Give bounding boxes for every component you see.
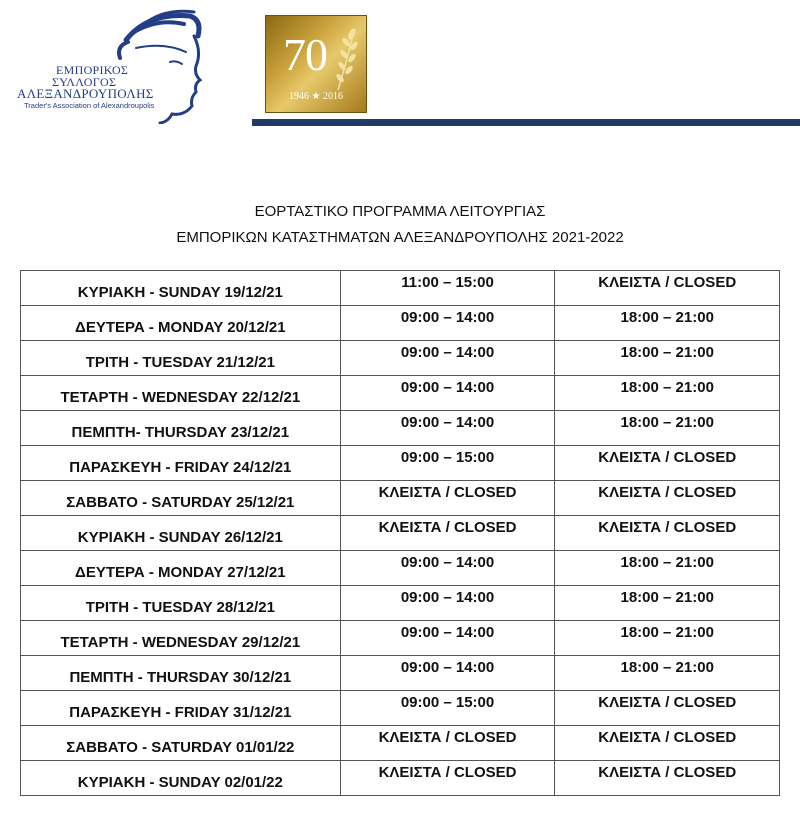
table-row <box>21 726 780 761</box>
schedule-table-body <box>21 271 780 796</box>
evening-hours-cell <box>555 656 780 691</box>
evening-hours-cell-text: 18:00 – 21:00 <box>620 308 714 326</box>
evening-hours-cell-text: ΚΛΕΙΣΤΑ / CLOSED <box>598 728 737 746</box>
morning-hours-cell-text: 09:00 – 14:00 <box>400 343 495 361</box>
schedule-table <box>20 270 780 796</box>
evening-hours-cell <box>555 761 780 796</box>
day-cell-text: ΚΥΡΙΑΚΗ - SUNDAY 02/01/22 <box>77 773 283 791</box>
evening-hours-cell-text: ΚΛΕΙΣΤΑ / CLOSED <box>598 693 737 711</box>
morning-hours-cell <box>340 656 555 691</box>
day-cell <box>21 761 341 796</box>
evening-hours-cell-text: 18:00 – 21:00 <box>620 553 714 571</box>
badge-number: 70 <box>283 29 327 80</box>
day-cell <box>21 411 341 446</box>
evening-hours-cell <box>555 726 780 761</box>
evening-hours-cell-text: 18:00 – 21:00 <box>620 588 714 606</box>
evening-hours-cell-text: 18:00 – 21:00 <box>620 658 714 676</box>
day-cell-text: ΔΕΥΤΕΡΑ - MONDAY 27/12/21 <box>75 563 286 581</box>
morning-hours-cell-text: 09:00 – 14:00 <box>400 588 495 606</box>
table-row <box>21 411 780 446</box>
evening-hours-cell <box>555 446 780 481</box>
morning-hours-cell-text: 09:00 – 15:00 <box>400 693 495 711</box>
table-row <box>21 516 780 551</box>
association-logo <box>12 6 232 124</box>
logo-subtitle: Trader's Association of Alexandroupolis <box>24 101 155 110</box>
evening-hours-cell <box>555 271 780 306</box>
morning-hours-cell-text: 09:00 – 14:00 <box>400 623 495 641</box>
evening-hours-cell <box>555 306 780 341</box>
page-title-line-1: ΕΟΡΤΑΣΤΙΚΟ ΠΡΟΓΡΑΜΜΑ ΛΕΙΤΟΥΡΓΙΑΣ <box>254 203 546 220</box>
day-cell-text: ΤΕΤΑΡΤΗ - WEDNESDAY 22/12/21 <box>60 388 301 406</box>
morning-hours-cell <box>340 621 555 656</box>
day-cell-text: ΤΡΙΤΗ - TUESDAY 28/12/21 <box>85 598 275 616</box>
morning-hours-cell <box>340 516 555 551</box>
page-title-line-2: ΕΜΠΟΡΙΚΩΝ ΚΑΤΑΣΤΗΜΑΤΩΝ ΑΛΕΞΑΝΔΡΟΥΠΟΛΗΣ 2021-2022 <box>176 229 624 246</box>
morning-hours-cell-text: 09:00 – 14:00 <box>400 308 495 326</box>
day-cell-text: ΣΑΒΒΑΤΟ - SATURDAY 25/12/21 <box>66 493 295 511</box>
day-cell <box>21 341 341 376</box>
table-row <box>21 621 780 656</box>
table-row <box>21 271 780 306</box>
day-cell-text: ΚΥΡΙΑΚΗ - SUNDAY 19/12/21 <box>77 283 283 301</box>
morning-hours-cell <box>340 376 555 411</box>
evening-hours-cell <box>555 411 780 446</box>
evening-hours-cell-text: 18:00 – 21:00 <box>620 413 714 431</box>
day-cell <box>21 271 341 306</box>
day-cell-text: ΤΕΤΑΡΤΗ - WEDNESDAY 29/12/21 <box>60 633 301 651</box>
morning-hours-cell <box>340 271 555 306</box>
anniversary-badge <box>265 15 367 113</box>
morning-hours-cell-text: ΚΛΕΙΣΤΑ / CLOSED <box>378 728 517 746</box>
day-cell <box>21 446 341 481</box>
table-row <box>21 341 780 376</box>
morning-hours-cell-text: 09:00 – 14:00 <box>400 553 495 571</box>
logo-text <box>12 64 222 110</box>
day-cell <box>21 376 341 411</box>
logo-line-1: ΕΜΠΟΡΙΚΟΣ <box>56 63 129 77</box>
badge-years: 1946 ★ 2016 <box>289 91 343 102</box>
logo-line-3: ΑΛΕΞΑΝΔΡΟΥΠΟΛΗΣ <box>17 86 154 101</box>
evening-hours-cell-text: ΚΛΕΙΣΤΑ / CLOSED <box>598 763 737 781</box>
morning-hours-cell-text: ΚΛΕΙΣΤΑ / CLOSED <box>378 483 517 501</box>
morning-hours-cell-text: 09:00 – 15:00 <box>400 448 495 466</box>
evening-hours-cell <box>555 691 780 726</box>
evening-hours-cell-text: 18:00 – 21:00 <box>620 623 714 641</box>
day-cell <box>21 516 341 551</box>
day-cell <box>21 586 341 621</box>
table-row <box>21 376 780 411</box>
morning-hours-cell <box>340 586 555 621</box>
header-divider-bar <box>252 119 800 126</box>
day-cell <box>21 656 341 691</box>
evening-hours-cell <box>555 341 780 376</box>
morning-hours-cell <box>340 551 555 586</box>
evening-hours-cell <box>555 481 780 516</box>
morning-hours-cell <box>340 691 555 726</box>
morning-hours-cell-text: 09:00 – 14:00 <box>400 658 495 676</box>
evening-hours-cell-text: ΚΛΕΙΣΤΑ / CLOSED <box>598 273 737 291</box>
morning-hours-cell <box>340 481 555 516</box>
day-cell-text: ΠΕΜΠΤΗ- THURSDAY 23/12/21 <box>71 423 290 441</box>
day-cell <box>21 621 341 656</box>
evening-hours-cell-text: ΚΛΕΙΣΤΑ / CLOSED <box>598 448 737 466</box>
day-cell-text: ΠΑΡΑΣΚΕΥΗ - FRIDAY 31/12/21 <box>69 703 292 721</box>
day-cell-text: ΤΡΙΤΗ - TUESDAY 21/12/21 <box>85 353 275 371</box>
morning-hours-cell <box>340 726 555 761</box>
evening-hours-cell <box>555 586 780 621</box>
morning-hours-cell-text: 09:00 – 14:00 <box>400 378 495 396</box>
laurel-icon <box>332 24 362 94</box>
morning-hours-cell <box>340 306 555 341</box>
day-cell <box>21 691 341 726</box>
evening-hours-cell-text: 18:00 – 21:00 <box>620 343 714 361</box>
morning-hours-cell-text: 11:00 – 15:00 <box>401 273 494 291</box>
evening-hours-cell-text: ΚΛΕΙΣΤΑ / CLOSED <box>598 518 737 536</box>
table-row <box>21 761 780 796</box>
table-row <box>21 306 780 341</box>
day-cell-text: ΣΑΒΒΑΤΟ - SATURDAY 01/01/22 <box>66 738 295 756</box>
day-cell <box>21 306 341 341</box>
day-cell-text: ΠΕΜΠΤΗ - THURSDAY 30/12/21 <box>69 668 292 686</box>
day-cell-text: ΠΑΡΑΣΚΕΥΗ - FRIDAY 24/12/21 <box>69 458 292 476</box>
table-row <box>21 551 780 586</box>
morning-hours-cell-text: 09:00 – 14:00 <box>400 413 495 431</box>
day-cell-text: ΚΥΡΙΑΚΗ - SUNDAY 26/12/21 <box>77 528 283 546</box>
evening-hours-cell <box>555 551 780 586</box>
day-cell <box>21 726 341 761</box>
day-cell-text: ΔΕΥΤΕΡΑ - MONDAY 20/12/21 <box>75 318 286 336</box>
table-row <box>21 656 780 691</box>
evening-hours-cell <box>555 621 780 656</box>
table-row <box>21 691 780 726</box>
table-row <box>21 481 780 516</box>
evening-hours-cell-text: ΚΛΕΙΣΤΑ / CLOSED <box>598 483 737 501</box>
day-cell <box>21 551 341 586</box>
table-row <box>21 446 780 481</box>
evening-hours-cell <box>555 376 780 411</box>
evening-hours-cell <box>555 516 780 551</box>
morning-hours-cell-text: ΚΛΕΙΣΤΑ / CLOSED <box>378 763 517 781</box>
morning-hours-cell <box>340 446 555 481</box>
morning-hours-cell <box>340 341 555 376</box>
day-cell <box>21 481 341 516</box>
evening-hours-cell-text: 18:00 – 21:00 <box>620 378 714 396</box>
table-row <box>21 586 780 621</box>
morning-hours-cell <box>340 761 555 796</box>
morning-hours-cell <box>340 411 555 446</box>
logo-line-2: ΣΥΛΛΟΓΟΣ <box>52 75 117 89</box>
morning-hours-cell-text: ΚΛΕΙΣΤΑ / CLOSED <box>378 518 517 536</box>
